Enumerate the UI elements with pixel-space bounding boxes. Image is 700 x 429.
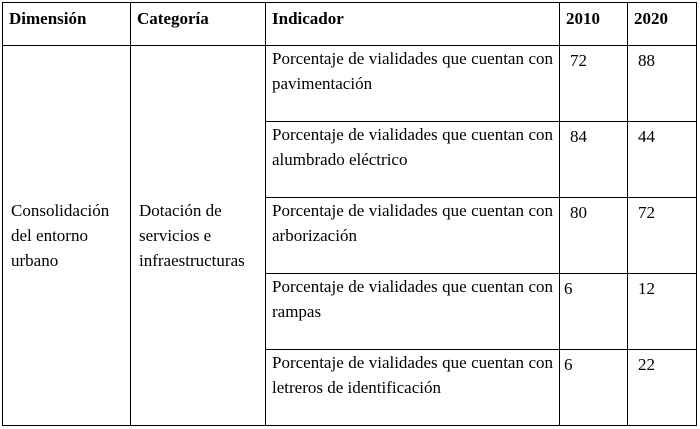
indicator-text: Porcentaje de vialidades que cuentan con letreros de identificación (272, 353, 553, 397)
header-2020: 2020 (628, 3, 697, 46)
indicator-cell (266, 122, 560, 198)
header-category: Categoría (131, 3, 266, 46)
indicator-text: Porcentaje de vialidades que cuentan con rampas (272, 277, 553, 321)
value-2020-cell: 44 (628, 122, 697, 198)
value-2010-cell: 72 (560, 46, 628, 122)
indicator-cell (266, 198, 560, 274)
indicator-cell (266, 350, 560, 426)
value-2020-cell: 12 (628, 274, 697, 350)
indicator-cell (266, 46, 560, 122)
value-2020-cell: 22 (628, 350, 697, 426)
value-2010-cell: 84 (560, 122, 628, 198)
dimension-cell: Consolidación del entorno urbano (3, 46, 131, 426)
indicator-text: Porcentaje de vialidades que cuentan con alumbrado eléctrico (272, 125, 553, 169)
indicator-cell (266, 274, 560, 350)
header-2010: 2010 (560, 3, 628, 46)
value-2010-cell: 6 (560, 350, 628, 426)
header-dimension: Dimensión (3, 3, 131, 46)
value-2010-cell: 80 (560, 198, 628, 274)
header-indicator: Indicador (266, 3, 560, 46)
indicator-table (2, 2, 697, 426)
table-row (3, 46, 697, 122)
indicator-text: Porcentaje de vialidades que cuentan con arborización (272, 201, 553, 245)
value-2020-cell: 72 (628, 198, 697, 274)
category-cell: Dotación de servicios e infraestructuras (131, 46, 266, 426)
value-2020-cell: 88 (628, 46, 697, 122)
value-2010-cell: 6 (560, 274, 628, 350)
table-header-row (3, 3, 697, 46)
indicator-text: Porcentaje de vialidades que cuentan con pavimentación (272, 49, 553, 93)
